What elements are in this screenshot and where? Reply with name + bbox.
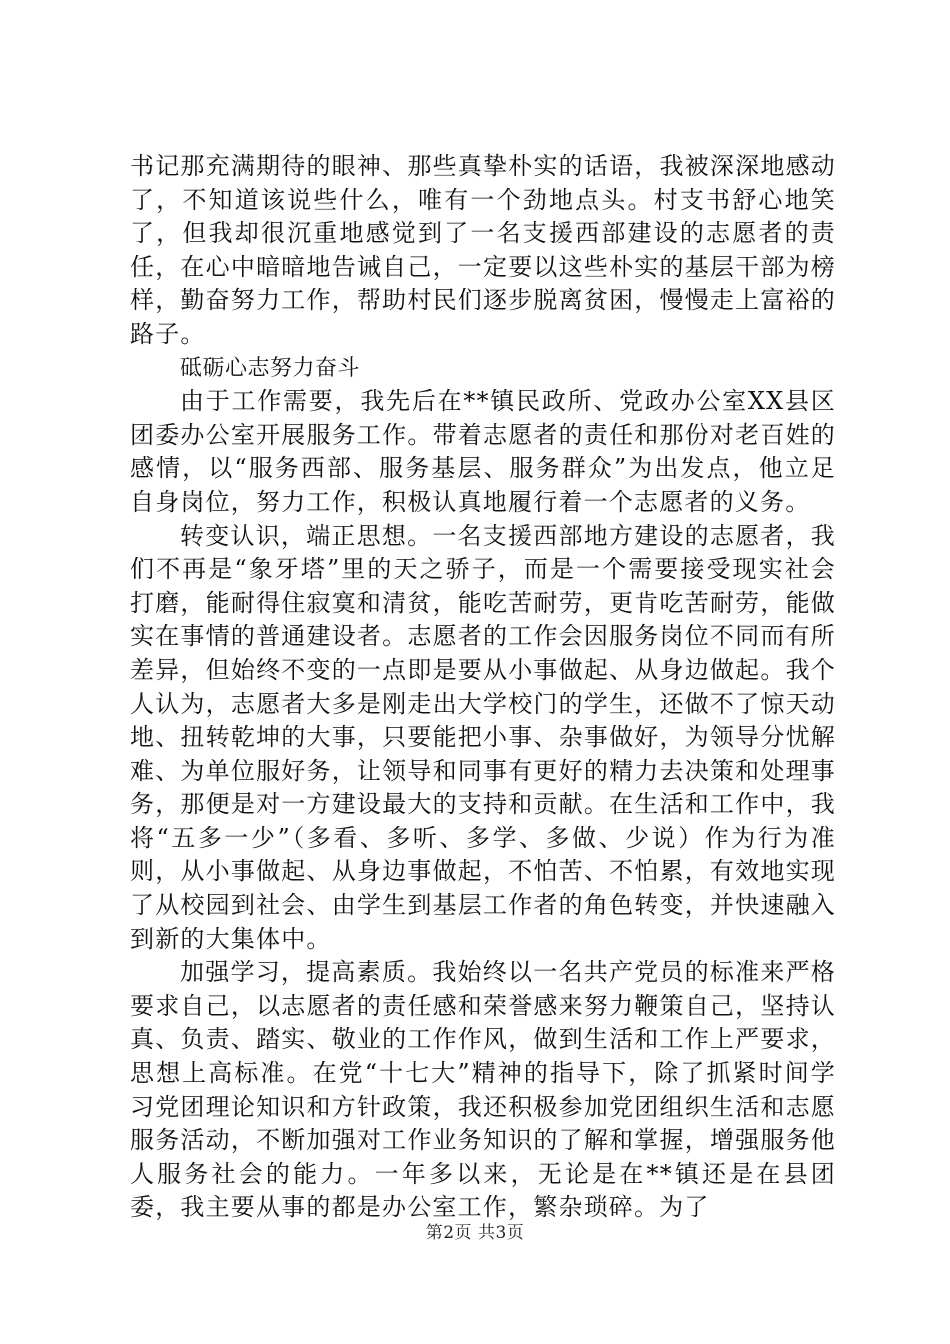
section-heading: 砥砺心志努力奋斗 [180,355,361,381]
paragraph-continued: 书记那充满期待的眼神、那些真挚朴实的话语，我被深深地感动了，不知道该说些什么，唯有一个劲地点头。村支书舒心地笑了，但我却很沉重地感觉到了一名支援西部建设的志愿者的责任，在心中暗暗地告诫自己，一定要以这些朴实的基层干部为榜样，勤奋努力工作，帮助村民们逐步脱离贫困，慢慢走上富裕的路子。 [130,152,836,348]
document-body [130,150,836,1225]
paragraph-work-duties: 由于工作需要，我先后在**镇民政所、党政办公室XX县区团委办公室开展服务工作。带着志愿者的责任和那份对老百姓的感情，以“服务西部、服务基层、服务群众”为出发点，他立足自身岗位，努力工作，积极认真地履行着一个志愿者的义务。 [130,387,836,516]
page-number-footer: 第2页 共3页 [425,1223,525,1243]
paragraph-change-mindset: 转变认识，端正思想。一名支援西部地方建设的志愿者，我们不再是“象牙塔”里的天之骄子，而是一个需要接受现实社会打磨，能耐得住寂寞和清贫，能吃苦耐劳，更肯吃苦耐劳，能做实在事情的普通建设者。志愿者的工作会因服务岗位不同而有所差异，但始终不变的一点即是要从小事做起、从身边做起。我个人认为，志愿者大多是刚走出大学校门的学生，还做不了惊天动地、扭转乾坤的大事，只要能把小事、杂事做好，为领导分忧解难、为单位服好务，让领导和同事有更好的精力去决策和处理事务，那便是对一方建设最大的支持和贡献。在生活和工作中，我将“五多一少”（多看、多听、多学、多做、少说）作为行为准则，从小事做起、从身边事做起，不怕苦、不怕累，有效地实现了从校园到社会、由学生到基层工作者的角色转变，并快速融入到新的大集体中。 [130,521,836,953]
paragraph-strengthen-study: 加强学习，提高素质。我始终以一名共产党员的标准来严格要求自己，以志愿者的责任感和荣誉感来努力鞭策自己，坚持认真、负责、踏实、敬业的工作作风，做到生活和工作上严要求，思想上高标准。在党“十七大”精神的指导下，除了抓紧时间学习党团理论知识和方针政策，我还积极参加党团组织生活和志愿服务活动，不断加强对工作业务知识的了解和掌握，增强服务他人服务社会的能力。一年多以来，无论是在**镇还是在县团委，我主要从事的都是办公室工作，繁杂琐碎。为了 [130,958,836,1222]
